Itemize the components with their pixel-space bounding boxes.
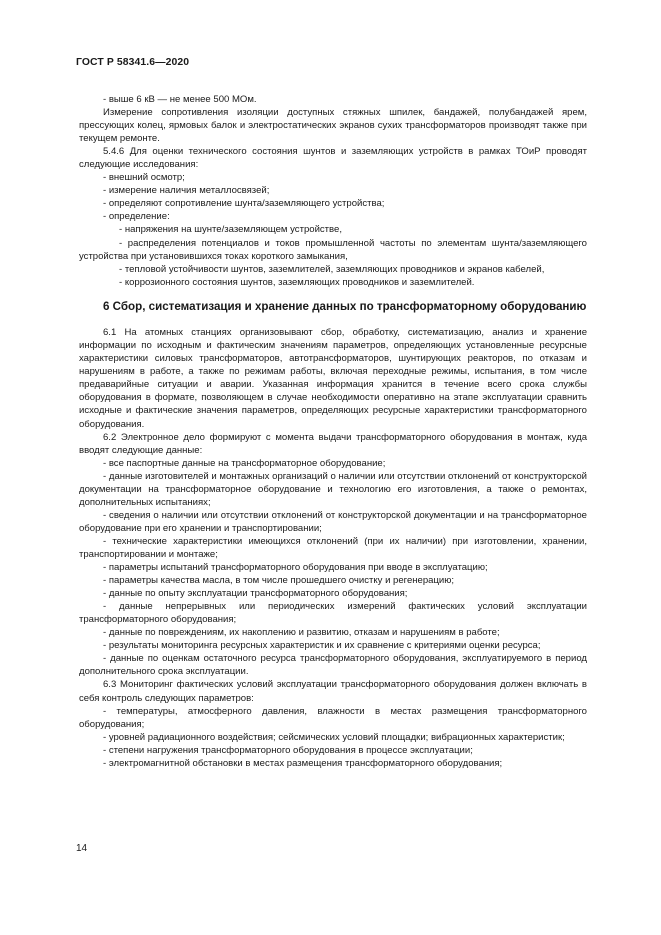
list-item: - сведения о наличии или отсутствии отклонений от конструкторской документации и на трансформаторное оборудование при его хранении и транспортировании; <box>79 509 587 534</box>
list-item: - электромагнитной обстановки в местах размещения трансформаторного оборудования; <box>103 757 503 769</box>
list-item: - измерение наличия металлосвязей; <box>103 185 270 197</box>
sub-list-item: - распределения потенциалов и токов промышленной частоты по элементам шунта/заземляющего устройства при установившихся токах короткого замыкания, <box>79 237 587 262</box>
sub-list-item: - коррозионного состояния шунтов, заземляющих проводников и заземлителей. <box>119 276 475 288</box>
paragraph: - выше 6 кВ — не менее 500 МОм. <box>103 94 257 105</box>
page-number: 14 <box>76 843 88 854</box>
list-item: - параметры качества масла, в том числе прошедшего очистку и регенерацию; <box>103 575 455 587</box>
list-item: - параметры испытаний трансформаторного оборудования при вводе в эксплуатацию; <box>103 562 488 574</box>
list-item: - данные непрерывных или периодических измерений фактических условий эксплуатации трансформаторного оборудования; <box>79 601 587 626</box>
list-item: - данные по оценкам остаточного ресурса трансформаторного оборудования, эксплуатируемого в период дополнительного срока эксплуатации. <box>79 653 587 678</box>
list-item: - степени нагружения трансформаторного оборудования в процессе эксплуатации; <box>103 744 473 756</box>
list-item: - уровней радиационного воздействия; сейсмических условий площадки; вибрационных характеристик; <box>103 731 565 743</box>
list-item: - все паспортные данные на трансформаторное оборудование; <box>103 457 386 469</box>
list-item: - данные по опыту эксплуатации трансформаторного оборудования; <box>103 588 408 600</box>
paragraph: 6.1 На атомных станциях организовывают сбор, обработку, систематизацию, анализ и хранение информации по исходным и фактическим значениям параметров, определяющих установленные ресурсные характеристики силовых трансформаторов, автотрансформаторов, шунтирующих реакторов, по отказам и нарушениям в работе, а также по режимам работы, включая переходные режимы, испытания, в том числе предаварийные ситуации и аварии. Указанная информация хранится в течение всего срока службы оборудования в формате, позволяющем в случае необходимости оперативно на этапе эксплуатации сравнить исходные и фактические значения параметров, определяющих ресурсные характеристики трансформаторного оборудования. <box>79 327 587 430</box>
paragraph: Измерение сопротивления изоляции доступных стяжных шпилек, бандажей, полубандажей ярем, прессующих колец, ярмовых балок и электростатических экранов сухих трансформаторов производят также при текущем ремонте. <box>79 107 587 145</box>
document-header: ГОСТ Р 58341.6—2020 <box>76 57 190 68</box>
list-item: - определение: <box>103 211 170 223</box>
list-item: - определяют сопротивление шунта/заземляющего устройства; <box>103 198 385 210</box>
paragraph: 6.3 Мониторинг фактических условий эксплуатации трансформаторного оборудования должен включать в себя контроль следующих параметров: <box>79 679 587 704</box>
list-item: - результаты мониторинга ресурсных характеристик и их сравнение с критериями оценки ресурса; <box>103 640 541 652</box>
paragraph: 5.4.6 Для оценки технического состояния шунтов и заземляющих устройств в рамках ТОиР проводят следующие исследования: <box>79 146 587 171</box>
sub-list-item: - тепловой устойчивости шунтов, заземлителей, заземляющих проводников и экранов кабелей, <box>119 263 545 275</box>
list-item: - данные изготовителей и монтажных организаций о наличии или отсутствии отклонений от конструкторской документации на трансформаторное оборудование и технологию его изготовления, а также о ремонтах, дополнительных испытаниях; <box>79 470 587 508</box>
list-item: - внешний осмотр; <box>103 172 185 184</box>
paragraph: 6.2 Электронное дело формируют с момента выдачи трансформаторного оборудования в монтаж, куда вводят следующие данные: <box>79 431 587 456</box>
sub-list-item: - напряжения на шунте/заземляющем устройстве, <box>119 224 342 236</box>
document-body <box>79 93 587 770</box>
list-item: - технические характеристики имеющихся отклонений (при их наличии) при изготовлении, хранении, транспортировании и монтаже; <box>79 535 587 560</box>
section-heading: 6 Сбор, систематизация и хранение данных по трансформаторному оборудованию <box>103 299 587 313</box>
list-item: - температуры, атмосферного давления, влажности в местах размещения трансформаторного оборудования; <box>79 705 587 730</box>
list-item: - данные по повреждениям, их накоплению и развитию, отказам и нарушениям в работе; <box>103 627 500 639</box>
